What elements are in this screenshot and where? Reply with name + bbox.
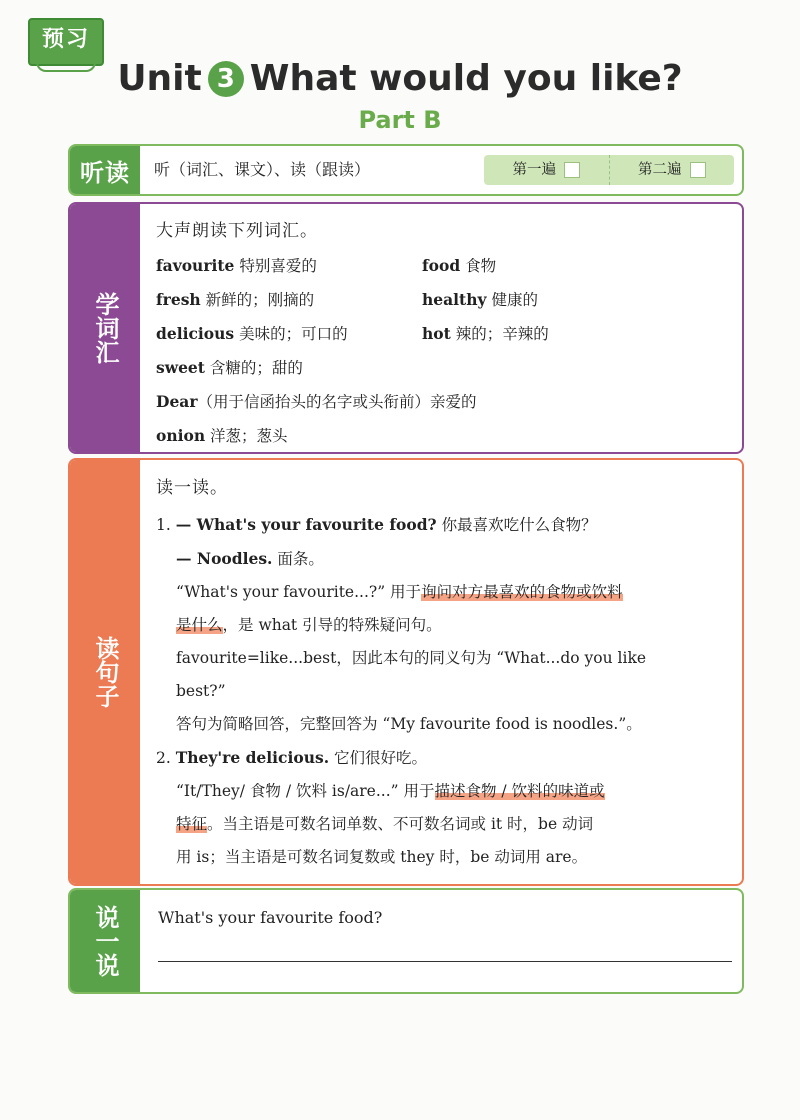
sentences-heading: 读一读。	[156, 478, 228, 498]
vocab-word: favourite	[156, 256, 235, 275]
page-title	[0, 58, 800, 99]
sentence-1-answer	[156, 542, 728, 576]
pass-second[interactable]	[609, 155, 735, 185]
sentence-1-answer-en: — Noodles.	[176, 549, 273, 568]
vocab-meaning: （用于信函抬头的名字或头衔前）亲爱的	[197, 393, 477, 411]
vocabulary-content	[140, 204, 742, 452]
highlight: 询问对方最喜欢的食物或饮料	[421, 583, 623, 601]
title-unit: Unit	[117, 58, 202, 99]
vocab-meaning: 含糖的；甜的	[209, 359, 303, 377]
speak-section	[68, 888, 744, 994]
vocab-row	[156, 385, 742, 419]
vocab-word: fresh	[156, 290, 201, 309]
vocabulary-section	[68, 202, 744, 454]
note-text: 。当主语是可数名词单数、不可数名词或 it 时，be 动词	[207, 815, 594, 833]
note-text: ，是 what 引导的特殊疑问句。	[222, 616, 442, 634]
vocab-meaning: 辣的；辛辣的	[455, 325, 549, 343]
sentence-2-en: They're delicious.	[175, 748, 330, 767]
highlight: 描述食物 / 饮料的味道或	[434, 782, 605, 800]
sentence-number: 2.	[156, 749, 171, 767]
listen-read-content	[140, 146, 742, 194]
pass-second-label: 第二遍	[638, 162, 682, 178]
vocab-meaning: 特别喜爱的	[239, 257, 317, 275]
pass-first[interactable]	[484, 155, 609, 185]
vocab-row	[156, 249, 742, 283]
vocab-row	[156, 351, 742, 385]
sentence-1-question	[156, 508, 728, 542]
vocab-meaning: 新鲜的；刚摘的	[205, 291, 315, 309]
sentences-section	[68, 458, 744, 886]
highlight: 特征	[176, 815, 208, 833]
pass-first-label: 第一遍	[512, 162, 556, 178]
sentence-2-zh: 它们很好吃。	[334, 749, 428, 767]
vocab-word: hot	[422, 324, 451, 343]
note-line: best?”	[176, 682, 226, 700]
speak-content	[140, 890, 742, 992]
pass-checklist	[484, 155, 734, 185]
vocab-meaning: 美味的；可口的	[239, 325, 348, 343]
vocab-meaning: 洋葱；葱头	[210, 427, 288, 445]
speak-label: 说一说	[70, 890, 140, 992]
vocab-row	[156, 283, 742, 317]
sentence-1-question-en: — What's your favourite food?	[175, 515, 437, 534]
note-line	[156, 808, 728, 841]
sentence-2	[156, 741, 728, 775]
vocab-meaning: 健康的	[491, 291, 538, 309]
pass-first-checkbox[interactable]	[564, 162, 580, 178]
pass-second-checkbox[interactable]	[690, 162, 706, 178]
vocab-word: food	[422, 256, 461, 275]
vocab-word: healthy	[422, 290, 487, 309]
vocab-row	[156, 317, 742, 351]
sentences-label: 读句子	[70, 460, 140, 884]
sentences-content	[140, 460, 742, 884]
vocabulary-heading: 大声朗读下列词汇。	[156, 221, 318, 241]
note-line	[156, 775, 728, 808]
highlight: 是什么	[176, 616, 223, 634]
sentence-1-question-zh: 你最喜欢吃什么食物？	[441, 516, 597, 534]
vocab-row	[156, 419, 742, 453]
answer-line[interactable]	[158, 960, 732, 962]
note-line	[156, 576, 728, 609]
note-line: 用 is；当主语是可数名词复数或 they 时，be 动词用 are。	[176, 848, 588, 866]
note-line	[156, 609, 728, 642]
page-subtitle: Part B	[358, 106, 442, 134]
speak-question: What's your favourite food?	[158, 908, 383, 927]
vocab-word: delicious	[156, 324, 235, 343]
vocabulary-label: 学词汇	[70, 204, 140, 452]
vocab-word: onion	[156, 426, 206, 445]
listen-instruction: 听（词汇、课文）、读（跟读）	[154, 160, 371, 179]
sentence-number: 1.	[156, 516, 171, 534]
note-line: 答句为简略回答，完整回答为 “My favourite food is noodles.”。	[176, 715, 642, 733]
vocab-word: sweet	[156, 358, 205, 377]
note-text: “What's your favourite...?” 用于	[176, 583, 422, 601]
preview-badge-label: 预习	[41, 27, 90, 52]
vocab-word: Dear	[156, 392, 198, 411]
listen-read-label: 听读	[70, 146, 140, 194]
note-line: favourite=like...best，因此本句的同义句为 “What...do you like	[176, 649, 647, 667]
title-text: What would you like?	[249, 58, 683, 99]
note-text: “It/They/ 食物 / 饮料 is/are...” 用于	[176, 782, 435, 800]
vocab-meaning: 食物	[465, 257, 497, 275]
listen-read-section	[68, 144, 744, 196]
sentence-1-answer-zh: 面条。	[277, 550, 324, 568]
unit-number-badge: 3	[208, 61, 244, 97]
